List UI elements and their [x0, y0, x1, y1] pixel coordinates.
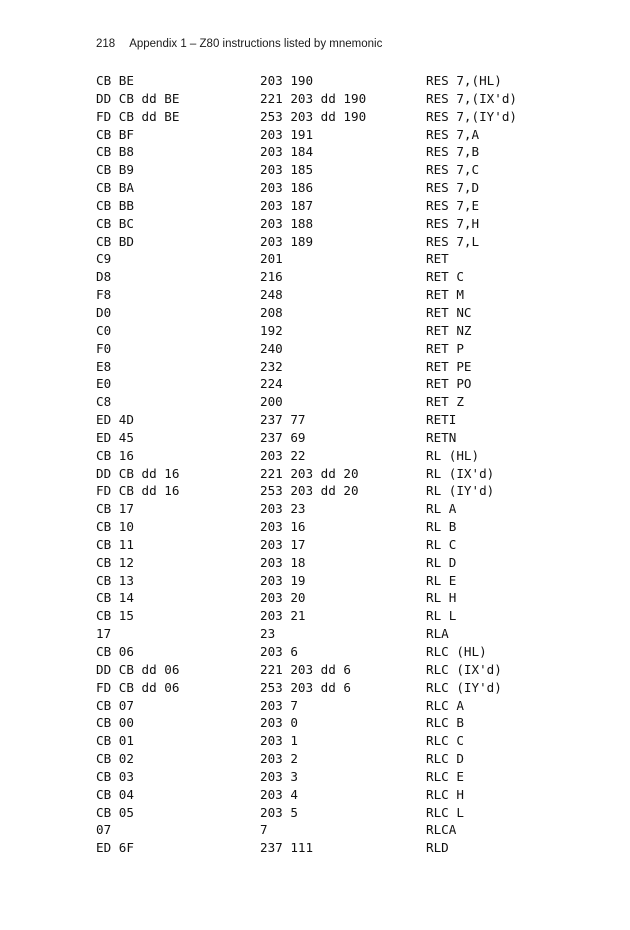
- hex-code-cell: D0: [96, 304, 112, 320]
- mnemonic-cell: RETI: [426, 412, 457, 428]
- hex-code-cell: C9: [96, 251, 112, 267]
- hex-code-cell: CB BD: [96, 233, 134, 249]
- mnemonic-cell: RL B: [426, 519, 457, 535]
- hex-code-cell: ED 45: [96, 429, 134, 445]
- mnemonic-cell: RETN: [426, 429, 457, 445]
- decimal-code-cell: 237 69: [260, 429, 306, 445]
- hex-code-cell: CB B9: [96, 162, 134, 178]
- mnemonic-cell: RLC C: [426, 733, 464, 749]
- mnemonic-cell: RLA: [426, 626, 449, 642]
- mnemonic-cell: RLC B: [426, 715, 464, 731]
- hex-code-cell: CB 15: [96, 608, 134, 624]
- decimal-code-cell: 208: [260, 304, 283, 320]
- hex-code-cell: C8: [96, 394, 112, 410]
- mnemonic-cell: RL (IX'd): [426, 465, 495, 481]
- hex-code-cell: CB 11: [96, 536, 134, 552]
- decimal-code-cell: 203 2: [260, 751, 298, 767]
- decimal-code-cell: 7: [260, 822, 268, 838]
- hex-code-cell: CB 00: [96, 715, 134, 731]
- hex-code-cell: CB BC: [96, 215, 134, 231]
- decimal-code-cell: 23: [260, 626, 276, 642]
- mnemonic-cell: RL D: [426, 554, 457, 570]
- hex-code-cell: CB 01: [96, 733, 134, 749]
- hex-code-cell: CB 06: [96, 644, 134, 659]
- decimal-code-cell: 200: [260, 394, 283, 410]
- decimal-code-cell: 203 18: [260, 554, 306, 570]
- decimal-code-cell: 192: [260, 322, 283, 338]
- hex-code-cell: DD CB dd BE: [96, 90, 180, 106]
- decimal-code-cell: 221 203 dd 20: [260, 465, 359, 481]
- mnemonic-cell: RLC (HL): [426, 644, 487, 659]
- decimal-code-cell: 221 203 dd 190: [260, 90, 367, 106]
- hex-code-cell: CB 02: [96, 751, 134, 767]
- mnemonic-cell: RL E: [426, 572, 457, 588]
- decimal-code-cell: 203 189: [260, 233, 314, 249]
- decimal-code-cell: 221 203 dd 6: [260, 661, 351, 677]
- decimal-code-cell: 253 203 dd 6: [260, 679, 351, 695]
- decimal-code-cell: 224: [260, 376, 283, 392]
- decimal-code-cell: 253 203 dd 190: [260, 108, 367, 124]
- hex-code-cell: D8: [96, 269, 112, 285]
- decimal-code-cell: 216: [260, 269, 283, 285]
- hex-code-cell: CB 13: [96, 572, 134, 588]
- mnemonic-cell: RES 7,L: [426, 233, 480, 249]
- mnemonic-cell: RLCA: [426, 822, 457, 838]
- hex-code-cell: CB 16: [96, 447, 134, 463]
- mnemonic-cell: RES 7,H: [426, 215, 480, 231]
- decimal-code-cell: 203 5: [260, 804, 298, 820]
- decimal-code-cell: 203 3: [260, 768, 298, 784]
- decimal-code-cell: 203 21: [260, 608, 306, 624]
- decimal-code-cell: 240: [260, 340, 283, 356]
- decimal-code-cell: 253 203 dd 20: [260, 483, 359, 499]
- mnemonic-cell: RET PE: [426, 358, 472, 374]
- hex-code-cell: FD CB dd BE: [96, 108, 180, 124]
- mnemonic-cell: RES 7,(IY'd): [426, 108, 517, 124]
- page-header: [96, 38, 382, 50]
- mnemonic-cell: RL H: [426, 590, 457, 606]
- mnemonic-cell: RES 7,B: [426, 144, 480, 160]
- mnemonic-cell: RET P: [426, 340, 464, 356]
- decimal-code-cell: 237 111: [260, 840, 314, 856]
- mnemonic-cell: RET: [426, 251, 449, 267]
- hex-code-cell: 07: [96, 822, 112, 838]
- hex-code-cell: F8: [96, 287, 112, 303]
- hex-code-cell: C0: [96, 322, 112, 338]
- hex-code-cell: 17: [96, 626, 112, 642]
- hex-code-cell: ED 6F: [96, 840, 134, 856]
- decimal-code-cell: 203 0: [260, 715, 298, 731]
- decimal-code-cell: 203 7: [260, 697, 298, 713]
- hex-code-cell: CB 04: [96, 786, 134, 802]
- hex-code-cell: ED 4D: [96, 412, 134, 428]
- mnemonic-cell: RL (HL): [426, 447, 480, 463]
- hex-code-cell: CB 05: [96, 804, 134, 820]
- hex-code-cell: CB 10: [96, 519, 134, 535]
- hex-code-cell: DD CB dd 06: [96, 661, 180, 677]
- mnemonic-cell: RET Z: [426, 394, 464, 410]
- hex-code-cell: CB 03: [96, 768, 134, 784]
- hex-code-cell: CB BF: [96, 126, 134, 142]
- decimal-code-cell: 203 187: [260, 197, 314, 213]
- hex-code-cell: CB BA: [96, 180, 134, 196]
- hex-code-cell: CB 14: [96, 590, 134, 606]
- mnemonic-cell: RLC D: [426, 751, 464, 767]
- decimal-code-cell: 203 188: [260, 215, 314, 231]
- mnemonic-cell: RLC L: [426, 804, 464, 820]
- hex-code-cell: CB 17: [96, 501, 134, 517]
- mnemonic-cell: RLC A: [426, 697, 464, 713]
- decimal-code-cell: 203 190: [260, 73, 314, 88]
- hex-code-cell: CB 07: [96, 697, 134, 713]
- hex-code-cell: CB B8: [96, 144, 134, 160]
- mnemonic-cell: RL (IY'd): [426, 483, 495, 499]
- decimal-code-cell: 203 184: [260, 144, 314, 160]
- mnemonic-cell: RET NC: [426, 304, 472, 320]
- decimal-code-cell: 203 191: [260, 126, 314, 142]
- mnemonic-cell: RES 7,A: [426, 126, 480, 142]
- decimal-code-cell: 203 17: [260, 536, 306, 552]
- page-title: Appendix 1 – Z80 instructions listed by mnemonic: [129, 38, 383, 50]
- hex-code-cell: FD CB dd 06: [96, 679, 180, 695]
- hex-code-cell: F0: [96, 340, 112, 356]
- hex-code-cell: E8: [96, 358, 112, 374]
- decimal-code-cell: 203 185: [260, 162, 314, 178]
- mnemonic-cell: RL A: [426, 501, 457, 517]
- mnemonic-cell: RLC (IY'd): [426, 679, 502, 695]
- mnemonic-cell: RLC E: [426, 768, 464, 784]
- mnemonic-cell: RES 7,C: [426, 162, 480, 178]
- mnemonic-cell: RL C: [426, 536, 457, 552]
- decimal-code-cell: 232: [260, 358, 283, 374]
- mnemonic-cell: RES 7,E: [426, 197, 480, 213]
- decimal-code-cell: 203 4: [260, 786, 298, 802]
- mnemonic-cell: RES 7,D: [426, 180, 480, 196]
- decimal-code-cell: 203 23: [260, 501, 306, 517]
- page-number: 218: [96, 38, 116, 50]
- decimal-code-cell: 203 19: [260, 572, 306, 588]
- decimal-code-cell: 203 186: [260, 180, 314, 196]
- mnemonic-cell: RES 7,(HL): [426, 73, 502, 88]
- hex-code-cell: CB BB: [96, 197, 134, 213]
- hex-code-cell: CB BE: [96, 73, 134, 88]
- decimal-code-cell: 203 6: [260, 644, 298, 659]
- mnemonic-cell: RET M: [426, 287, 464, 303]
- hex-code-cell: E0: [96, 376, 112, 392]
- decimal-code-cell: 203 16: [260, 519, 306, 535]
- decimal-code-cell: 201: [260, 251, 283, 267]
- mnemonic-cell: RLD: [426, 840, 449, 856]
- mnemonic-cell: RET PO: [426, 376, 472, 392]
- mnemonic-cell: RES 7,(IX'd): [426, 90, 517, 106]
- mnemonic-cell: RL L: [426, 608, 457, 624]
- decimal-code-cell: 203 22: [260, 447, 306, 463]
- decimal-code-cell: 237 77: [260, 412, 306, 428]
- mnemonic-cell: RLC (IX'd): [426, 661, 502, 677]
- decimal-code-cell: 203 20: [260, 590, 306, 606]
- decimal-code-cell: 248: [260, 287, 283, 303]
- mnemonic-cell: RET NZ: [426, 322, 472, 338]
- mnemonic-cell: RLC H: [426, 786, 464, 802]
- hex-code-cell: CB 12: [96, 554, 134, 570]
- hex-code-cell: DD CB dd 16: [96, 465, 180, 481]
- decimal-code-cell: 203 1: [260, 733, 298, 749]
- mnemonic-cell: RET C: [426, 269, 464, 285]
- hex-code-cell: FD CB dd 16: [96, 483, 180, 499]
